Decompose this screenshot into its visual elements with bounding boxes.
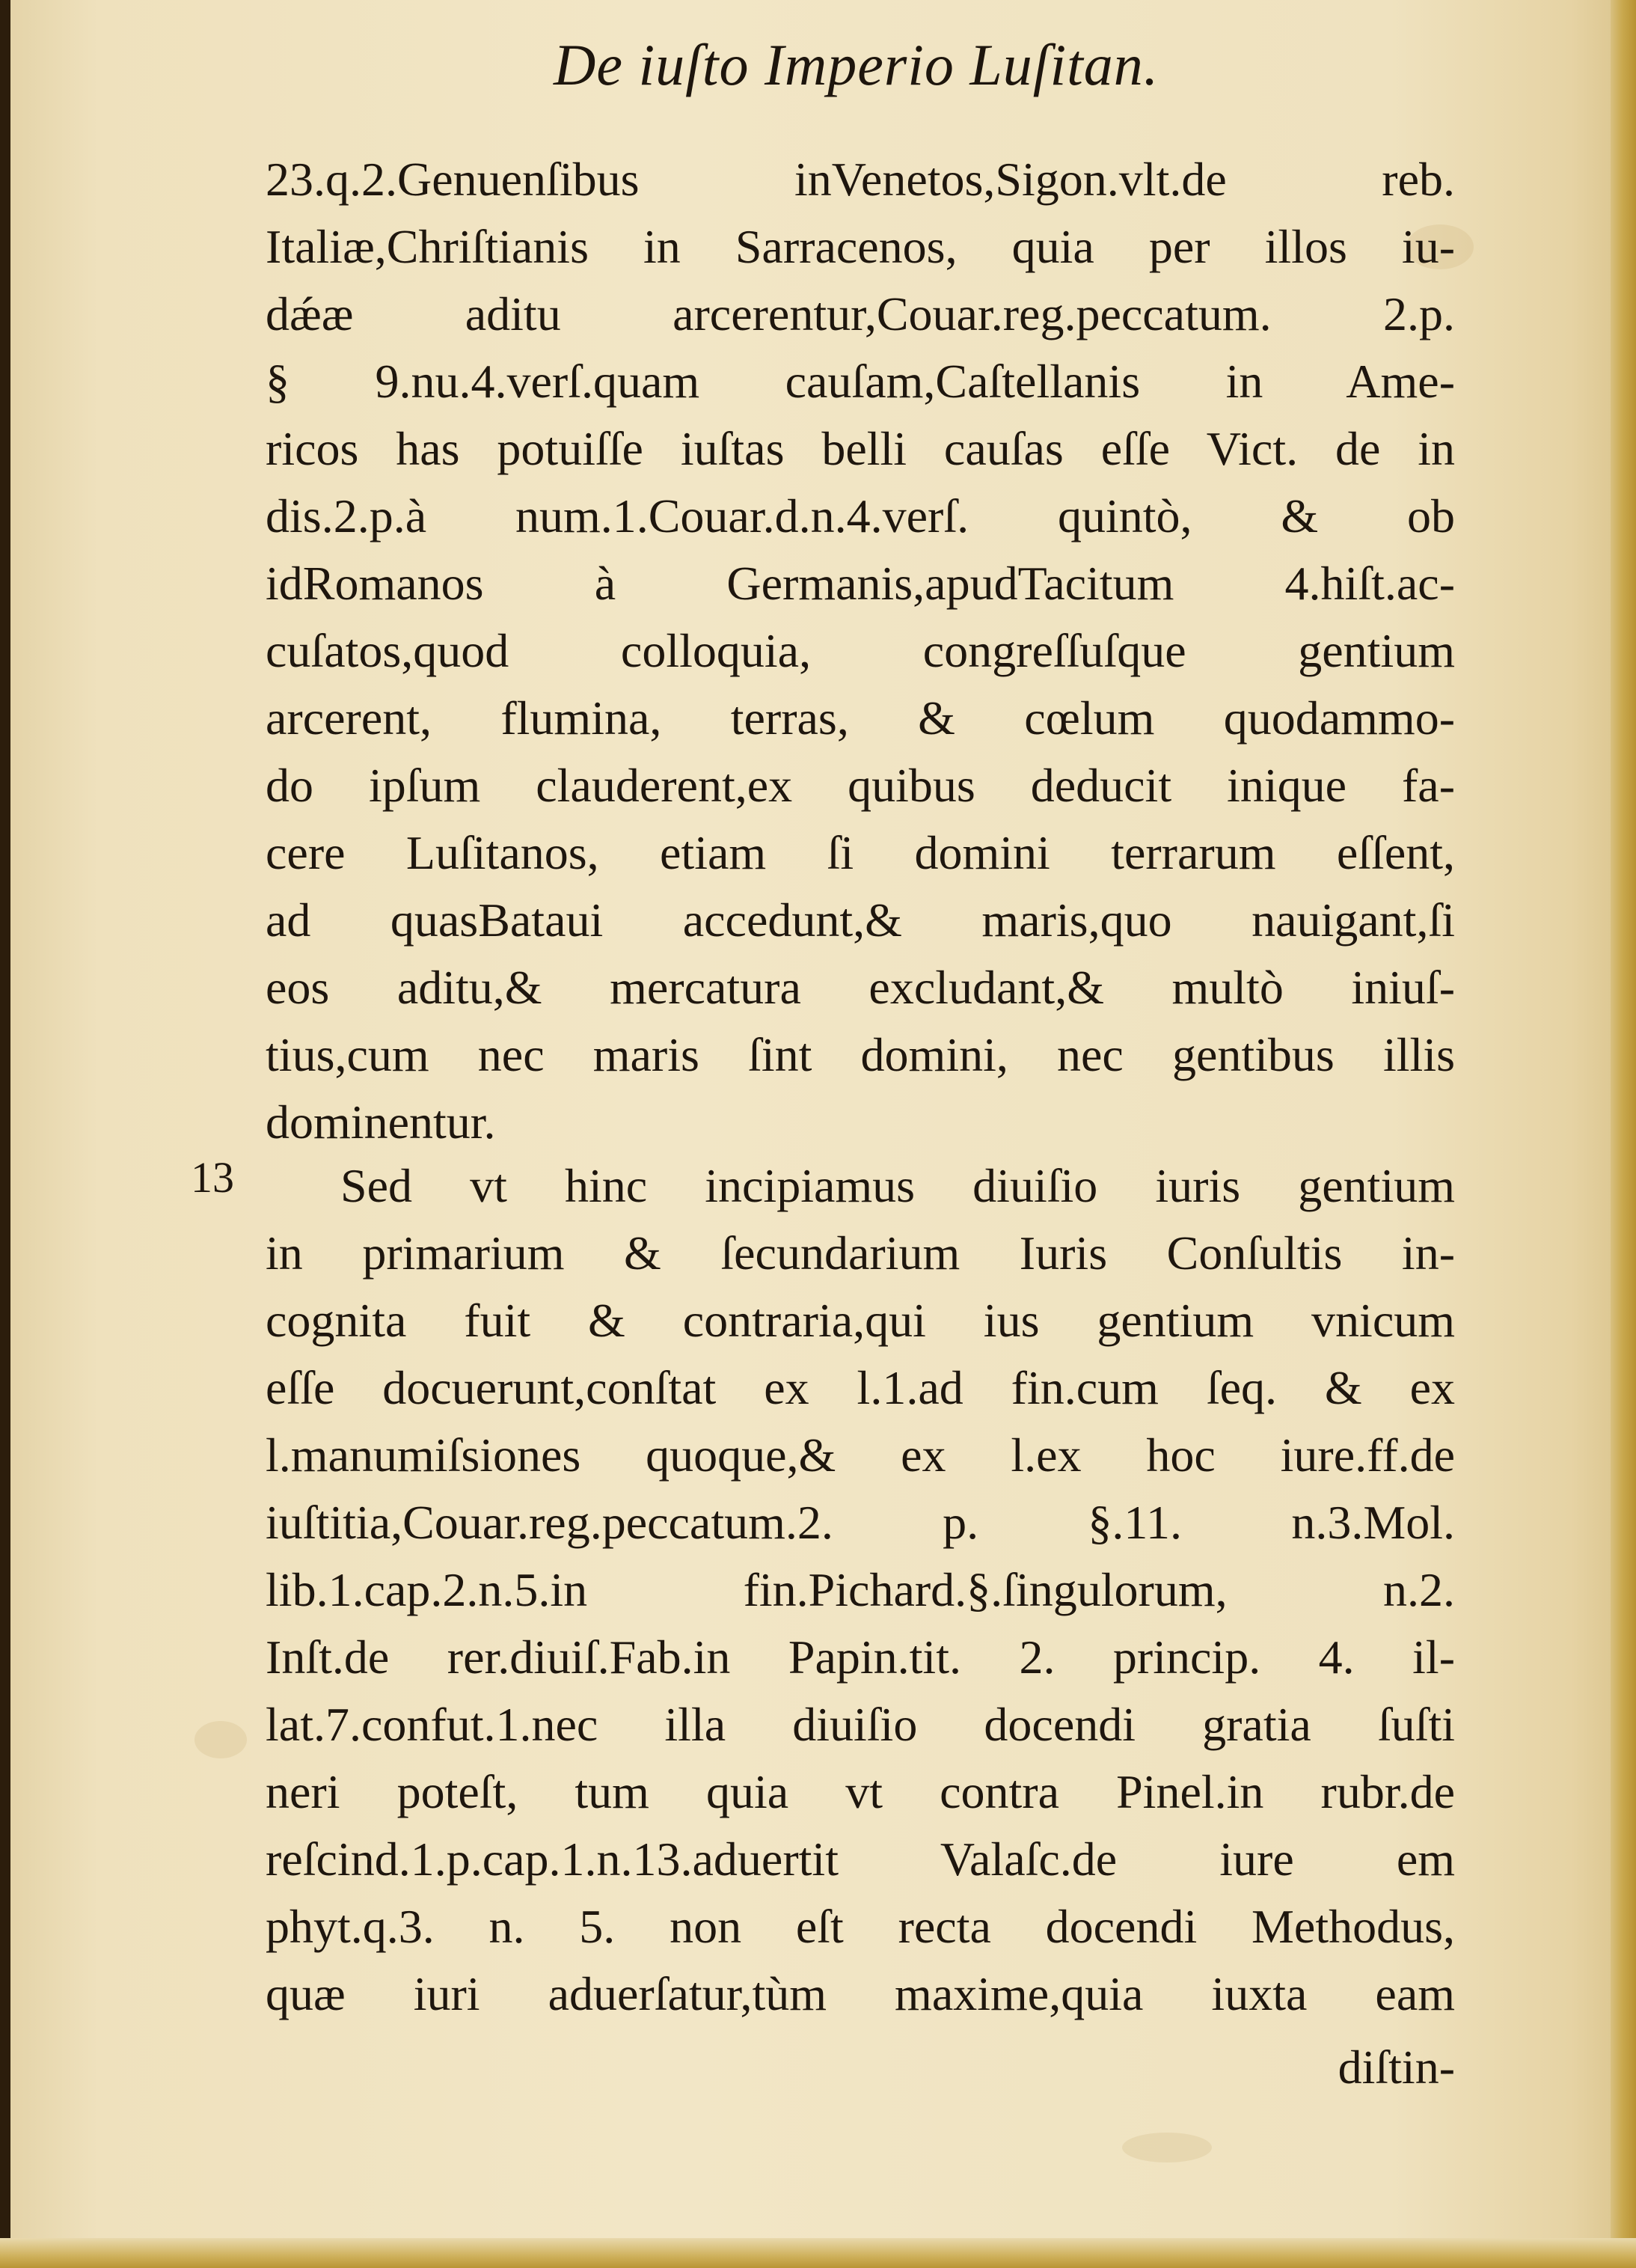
text-line: iuſtitia,Couar.reg.peccatum.2. p. §.11. n.3.Mol. <box>266 1496 1455 1549</box>
text-line: cere Luſitanos, etiam ſi domini terrarum eſſent, <box>266 826 1455 879</box>
text-line: cognita fuit & contraria,qui ius gentium vnicum <box>266 1294 1455 1347</box>
section-number: 13 <box>191 1153 234 1202</box>
text-line: tius,cum nec maris ſint domini, nec gentibus illis <box>266 1028 1455 1081</box>
binding-gutter <box>0 0 10 2268</box>
text-line: 23.q.2.Genuenſibus inVenetos,Sigon.vlt.de reb. <box>266 153 1455 206</box>
text-line: cuſatos,quod colloquia, congreſſuſque gentium <box>266 624 1455 677</box>
text-line: ricos has potuiſſe iuſtas belli cauſas eſſe Vict. de in <box>266 422 1455 475</box>
text-line: Inſt.de rer.diuiſ.Fab.in Papin.tit. 2. princip. 4. il- <box>266 1630 1455 1684</box>
text-line: Sed vt hinc incipiamus diuiſio iuris gentium <box>340 1159 1455 1212</box>
text-line: arcerent, flumina, terras, & cœlum quodammo- <box>266 691 1455 745</box>
paper-stain <box>194 1721 247 1758</box>
catchword: diſtin- <box>1338 2041 1455 2094</box>
text-line: reſcind.1.p.cap.1.n.13.aduertit Valaſc.de iure em <box>266 1833 1455 1886</box>
running-head: De iuſto Imperio Luſitan. <box>554 32 1159 97</box>
text-line: idRomanos à Germanis,apudTacitum 4.hiſt.ac- <box>266 557 1455 610</box>
text-line: in primarium & ſecundarium Iuris Conſultis in- <box>266 1226 1455 1280</box>
text-line: quæ iuri aduerſatur,tùm maxime,quia iuxta eam <box>266 1967 1455 2020</box>
text-line: § 9.nu.4.verſ.quam cauſam,Caſtellanis in Ame- <box>266 355 1455 408</box>
text-line: neri poteſt, tum quia vt contra Pinel.in rubr.de <box>266 1765 1455 1818</box>
text-line: dis.2.p.à num.1.Couar.d.n.4.verſ. quintò, & ob <box>266 489 1455 542</box>
text-line: Italiæ,Chriſtianis in Sarracenos, quia per illos iu- <box>266 220 1455 273</box>
text-line: phyt.q.3. n. 5. non eſt recta docendi Methodus, <box>266 1900 1455 1953</box>
text-line: dominentur. <box>266 1095 496 1149</box>
page-bottom-edge <box>0 2238 1636 2268</box>
text-line: dǽæ aditu arcerentur,Couar.reg.peccatum. 2.p. <box>266 287 1455 340</box>
text-line: lib.1.cap.2.n.5.in fin.Pichard.§.ſingulorum, n.2. <box>266 1563 1455 1616</box>
text-line: ad quasBataui accedunt,& maris,quo nauigant,ſi <box>266 893 1455 947</box>
paper-stain <box>1122 2133 1212 2162</box>
text-line: eos aditu,& mercatura excludant,& multò iniuſ- <box>266 961 1455 1014</box>
text-line: l.manumiſsiones quoque,& ex l.ex hoc iure.ff.de <box>266 1428 1455 1482</box>
text-line: do ipſum clauderent,ex quibus deducit inique fa- <box>266 759 1455 812</box>
page-fore-edge <box>1611 0 1636 2268</box>
text-line: lat.7.confut.1.nec illa diuiſio docendi gratia ſuſti <box>266 1698 1455 1751</box>
text-line: eſſe docuerunt,conſtat ex l.1.ad fin.cum ſeq. & ex <box>266 1361 1455 1414</box>
